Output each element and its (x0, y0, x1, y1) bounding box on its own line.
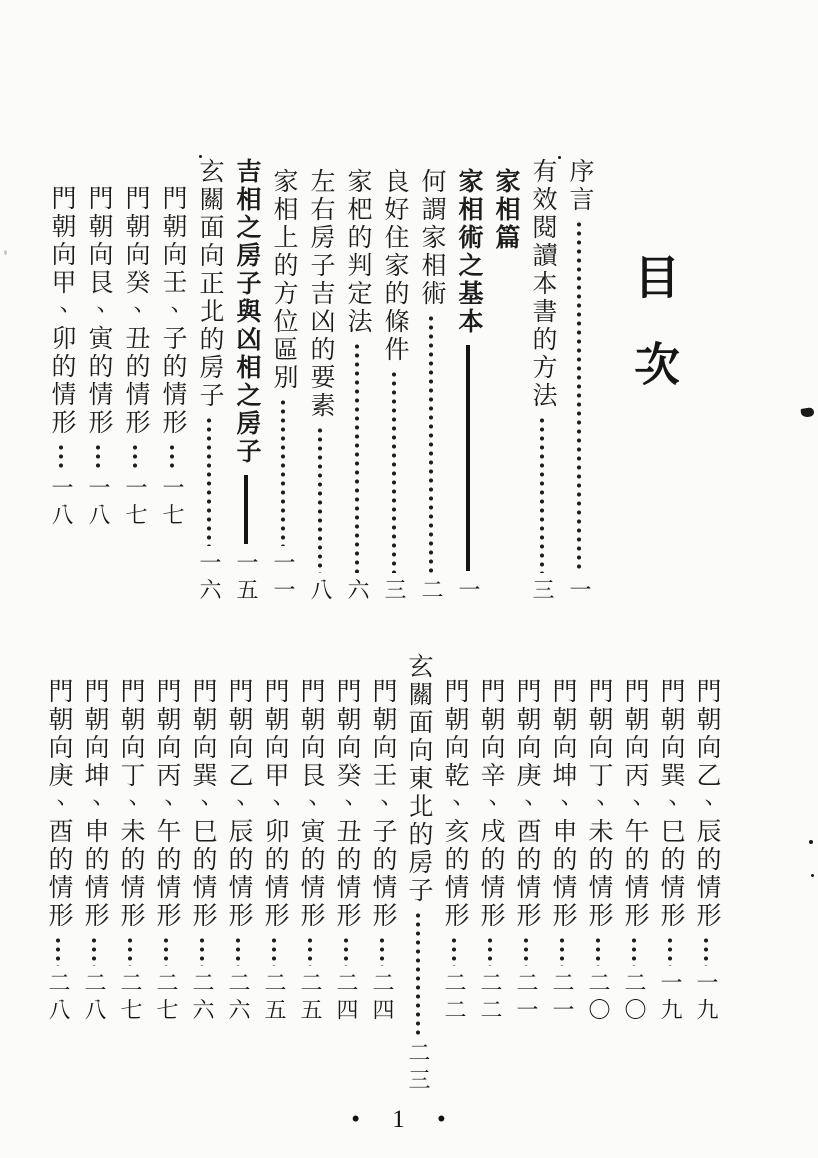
toc-entry (84, 158, 112, 530)
toc-entry-page: 一五 (234, 551, 259, 605)
toc-entry (440, 653, 468, 1025)
toc-entry (232, 158, 260, 605)
toc-entry-title: 左右房子吉凶的要素 (307, 168, 334, 420)
page-number: • 1 • (351, 1106, 459, 1133)
toc-entry-page: 一九 (658, 971, 683, 1025)
toc-entry-page: 二一 (514, 971, 539, 1025)
toc-entry-page: 二四 (334, 971, 359, 1025)
toc-entry-page: 一 (567, 578, 592, 605)
toc-entry-title: 玄關面向正北的房子 (196, 158, 223, 410)
toc-entry (417, 158, 445, 605)
toc-entry (260, 653, 288, 1025)
toc-entry (80, 653, 108, 1025)
leader-dots (169, 443, 175, 471)
toc-entry (491, 158, 519, 605)
toc-entry (188, 653, 216, 1025)
scan-artifact (800, 407, 814, 418)
toc-entry-title: 門朝向巽、巳的情形 (657, 678, 684, 930)
toc-entry-page: 一八 (86, 476, 111, 530)
toc-entry (512, 653, 540, 1025)
toc-entry (565, 158, 593, 605)
toc-entry-title: 序言 (566, 158, 593, 214)
leader-dots (280, 398, 286, 546)
toc-entry (584, 653, 612, 1025)
toc-entry (692, 653, 720, 1025)
toc-entry (47, 158, 75, 530)
scan-artifact (199, 155, 202, 158)
page-title: 目次 (628, 253, 679, 427)
leader-dots (523, 936, 529, 966)
toc-section-bottom (44, 653, 720, 1098)
toc-entry-page: 二八 (46, 971, 71, 1025)
toc-entry-title: 門朝向庚、酉的情形 (513, 678, 540, 930)
leader-dots (379, 936, 385, 966)
toc-entry (158, 158, 186, 530)
leader-dots (391, 370, 397, 573)
toc-entry (528, 158, 556, 605)
toc-entry-page: 二八 (82, 971, 107, 1025)
toc-entry (343, 158, 371, 605)
leader-dots (132, 443, 138, 471)
toc-entry-page: 二六 (226, 971, 251, 1025)
toc-entry-title: 門朝向丁、未的情形 (585, 678, 612, 930)
leader-dots (595, 936, 601, 966)
toc-entry-title: 門朝向乾、亥的情形 (441, 678, 468, 930)
toc-entry-title: 門朝向丙、午的情形 (621, 678, 648, 930)
toc-entry-title: 門朝向壬、子的情形 (159, 185, 186, 437)
toc-entry (152, 653, 180, 1025)
leader-dots (91, 936, 97, 966)
toc-entry (620, 653, 648, 1025)
leader-dots (307, 936, 313, 966)
toc-entry-title: 門朝向巽、巳的情形 (189, 678, 216, 930)
leader-dots (631, 936, 637, 966)
leader-dots (95, 443, 101, 471)
toc-entry-page: 二二 (442, 971, 467, 1025)
toc-entry-title: 家相術之基本 (455, 168, 482, 336)
toc-entry-title: 門朝向庚、酉的情形 (45, 678, 72, 930)
toc-entry-page: 二〇 (586, 971, 611, 1025)
leader-dots (343, 936, 349, 966)
leader-dots (703, 936, 709, 966)
toc-entry-title: 門朝向辛、戌的情形 (477, 678, 504, 930)
toc-entry (224, 653, 252, 1025)
toc-entry-page: 一九 (694, 971, 719, 1025)
leader-dots (55, 936, 61, 966)
toc-entry (306, 158, 334, 605)
toc-entry-page: 一 (456, 578, 481, 605)
toc-entry-page: 二三 (406, 1041, 431, 1095)
leader-dots (576, 220, 582, 573)
leader-dots (428, 314, 434, 573)
toc-entry-page: 二一 (550, 971, 575, 1025)
scan-artifact (558, 156, 561, 159)
leader-dots (667, 936, 673, 966)
toc-entry-page: 二 (419, 578, 444, 605)
leader-dots (235, 936, 241, 966)
leader-dots (354, 342, 360, 573)
leader-dots (206, 416, 212, 546)
toc-entry-page: 一七 (160, 476, 185, 530)
toc-entry-page: 二〇 (622, 971, 647, 1025)
leader-dots (451, 936, 457, 966)
leader-dots (559, 936, 565, 966)
toc-entry-page: 一六 (197, 551, 222, 605)
leader-dots (415, 911, 421, 1036)
toc-entry-title: 門朝向丙、午的情形 (153, 678, 180, 930)
leader-dots (317, 426, 323, 573)
toc-entry-page: 八 (308, 578, 333, 605)
leader-dots (58, 443, 64, 471)
toc-entry-title: 家相篇 (492, 168, 519, 252)
toc-entry-title: 門朝向甲、卯的情形 (48, 185, 75, 437)
scan-artifact (811, 874, 814, 877)
toc-entry-title: 門朝向壬、子的情形 (369, 678, 396, 930)
toc-entry-page: 六 (345, 578, 370, 605)
toc-entry-title: 門朝向癸、丑的情形 (333, 678, 360, 930)
toc-entry-title: 良好住家的條件 (381, 168, 408, 364)
toc-entry-page: 二二 (478, 971, 503, 1025)
toc-entry-page: 二五 (298, 971, 323, 1025)
leader-dots (163, 936, 169, 966)
leader-dots (127, 936, 133, 966)
toc-entry (195, 158, 223, 605)
toc-entry (296, 653, 324, 1025)
toc-entry (121, 158, 149, 530)
toc-entry-title: 家杷的判定法 (344, 168, 371, 336)
scan-artifact (4, 250, 7, 255)
toc-entry (656, 653, 684, 1025)
toc-entry-page: 二六 (190, 971, 215, 1025)
toc-entry (404, 653, 432, 1095)
toc-entry (548, 653, 576, 1025)
toc-entry-title: 門朝向艮、寅的情形 (85, 185, 112, 437)
toc-entry-title: 門朝向丁、未的情形 (117, 678, 144, 930)
toc-entry-title: 門朝向坤、申的情形 (81, 678, 108, 930)
toc-entry-page: 一七 (123, 476, 148, 530)
toc-entry-title: 門朝向癸、丑的情形 (122, 185, 149, 437)
leader-line (466, 345, 470, 571)
toc-entry-page: 三 (382, 578, 407, 605)
toc-entry (116, 653, 144, 1025)
toc-entry-page: 三 (530, 578, 555, 605)
leader-dots (539, 416, 545, 573)
toc-entry-title: 門朝向乙、辰的情形 (693, 678, 720, 930)
toc-entry (269, 158, 297, 605)
toc-entry-page: 二四 (370, 971, 395, 1025)
toc-entry (368, 653, 396, 1025)
toc-entry-title: 門朝向乙、辰的情形 (225, 678, 252, 930)
toc-entry (44, 653, 72, 1025)
leader-dots (199, 936, 205, 966)
toc-section-top (47, 158, 593, 608)
toc-entry-title: 玄關面向東北的房子 (405, 653, 432, 905)
toc-entry-title: 門朝向艮、寅的情形 (297, 678, 324, 930)
toc-entry-page: 二五 (262, 971, 287, 1025)
leader-dots (487, 936, 493, 966)
toc-entry-title: 家相上的方位區別 (270, 168, 297, 392)
toc-entry-page: 一一 (271, 551, 296, 605)
scan-artifact (809, 840, 813, 844)
toc-entry-title: 吉相之房子與凶相之房子 (233, 158, 260, 466)
toc-entry (476, 653, 504, 1025)
toc-entry (380, 158, 408, 605)
toc-entry-title: 何謂家相術 (418, 168, 445, 308)
toc-entry-page: 二七 (118, 971, 143, 1025)
toc-entry-page: 二七 (154, 971, 179, 1025)
toc-entry (454, 158, 482, 605)
toc-entry-title: 門朝向坤、申的情形 (549, 678, 576, 930)
toc-entry-title: 門朝向甲、卯的情形 (261, 678, 288, 930)
toc-entry-page: 一八 (49, 476, 74, 530)
leader-line (244, 475, 248, 544)
toc-entry-title: 有效閱讀本書的方法 (529, 158, 556, 410)
toc-entry (332, 653, 360, 1025)
leader-dots (271, 936, 277, 966)
